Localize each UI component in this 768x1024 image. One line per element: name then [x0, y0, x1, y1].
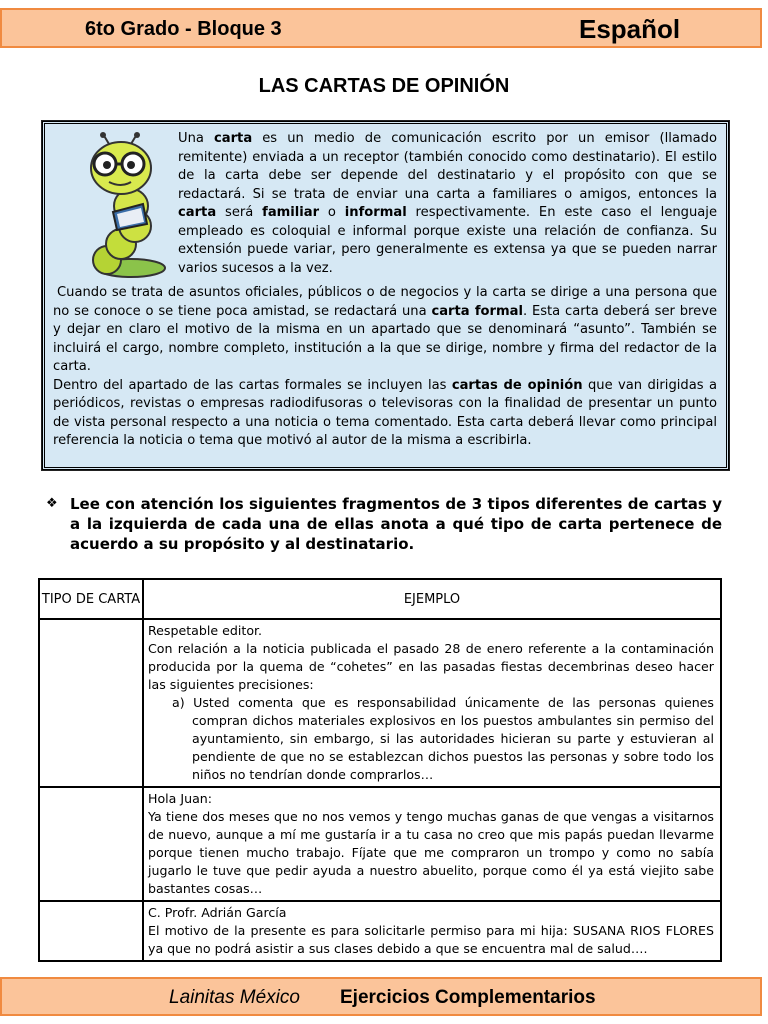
example-column-header: EJEMPLO — [143, 579, 721, 619]
formal-letter-paragraph: Cuando se trata de asuntos oficiales, públicos o de negocios y la carta se dirige a una persona que no se conoce o se tiene poca amistad, se redactará una carta formal. Esta carta deberá ser breve y dejar en claro el motivo de la misma en un apartado que se denominará “asunto”. También se incluirá el cargo, nombre completo, institución a la que se dirige, nombre y firma del redactor de la carta. — [53, 285, 717, 374]
instruction-text: Lee con atención los siguientes fragmentos de 3 tipos diferentes de cartas y a la izquierda de cada una de ellas anota a qué tipo de carta pertenece de acuerdo a su propósito y al destinatario. — [70, 495, 722, 553]
letter-definition-paragraph: Una carta es un medio de comunicación escrito por un emisor (llamado remitente) enviada a un receptor (también conocido como destinatario). El estilo de la carta debe ser depende del destinatario y el propósito con que se redactará. Si se trata de enviar una carta a familiares o amigos, entonces la carta será familiar o informal respectivamente. En este caso el lenguaje empleado es coloquial e informal porque existe una relación de confianza. Su extensión puede variar, pero generalmente es extensa ya que se pueden narrar varios sucesos a la vez. — [178, 131, 717, 276]
diamond-bullet-icon: ❖ — [46, 496, 58, 511]
letter-greeting: Respetable editor. — [148, 623, 263, 638]
table-row — [39, 619, 721, 787]
header-bar — [0, 8, 762, 48]
letter-body: Ya tiene dos meses que no nos vemos y tengo muchas ganas de que vengas a visitarnos de nuevo, aunque a mí me gustaría ir a tu casa no creo que mis papás puedan llevarme porque tienen mucho trabajo. Fíjate que me compraron un trompo y como no sabía jugarlo le tuve que pedir ayuda a nuestro abuelito, porque como él ya está viejito sabe bastantes cosas… — [148, 809, 714, 896]
letter-type-answer-cell[interactable] — [39, 787, 143, 901]
subject-label: Español — [579, 14, 681, 44]
letter-body: El motivo de la presente es para solicitarle permiso para mi hija: SUSANA RIOS FLORES ya que no podrá asistir a sus clases debido a que se encuentra mal de salud…. — [148, 923, 714, 956]
letters-table — [38, 578, 722, 962]
series-label: Ejercicios Complementarios — [340, 987, 596, 1008]
formal-letters-paragraphs — [53, 284, 717, 451]
footer-bar — [0, 977, 762, 1016]
opinion-letter-paragraph: Dentro del apartado de las cartas formales se incluyen las cartas de opinión que van dirigidas a periódicos, revistas o empresas radiodifusoras o televisoras con la finalidad de presentar un punto de vista personal respecto a una noticia o tema comentado. Esta carta deberá llevar como principal referencia la noticia o tema que motivó al autor de la misma a escribirla. — [53, 377, 717, 448]
table-row — [39, 901, 721, 961]
info-box — [42, 121, 729, 470]
grade-block-label: 6to Grado - Bloque 3 — [85, 18, 282, 40]
example-cell — [143, 787, 721, 901]
page-title: LAS CARTAS DE OPINIÓN — [258, 75, 510, 97]
bookworm-illustration — [69, 132, 179, 280]
instruction — [46, 494, 722, 554]
letter-greeting: C. Profr. Adrián García — [148, 905, 287, 920]
type-column-header: TIPO DE CARTA — [39, 579, 143, 619]
example-cell — [143, 901, 721, 961]
publisher-label: Lainitas México — [169, 987, 300, 1008]
letter-greeting: Hola Juan: — [148, 791, 213, 806]
letter-type-answer-cell[interactable] — [39, 619, 143, 787]
letter-body: Con relación a la noticia publicada el pasado 28 de enero referente a la contaminación producida por la quema de “cohetes” en las pasadas fiestas decembrinas deseo hacer las siguientes precisiones: — [148, 641, 714, 692]
example-cell — [143, 619, 721, 787]
table-row — [39, 787, 721, 901]
letter-list-item: a) Usted comenta que es responsabilidad únicamente de las personas quienes compran dichos materiales explosivos en los puestos ambulantes sin permiso del ayuntamiento, sin embargo, si las autoridades hicieran su parte y estuvieran al pendiente de que no se establezcan dichos puestos las personas y sobre todo los niños no tendrían donde comprarlos… — [172, 695, 714, 782]
letter-type-answer-cell[interactable] — [39, 901, 143, 961]
